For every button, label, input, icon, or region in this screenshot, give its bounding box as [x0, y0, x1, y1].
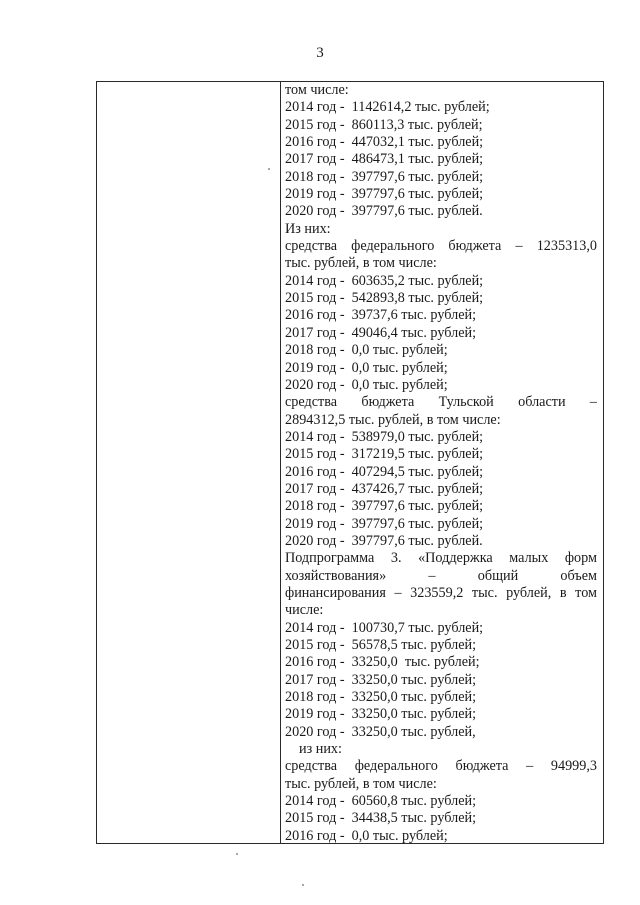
text-line: 2018 год - 33250,0 тыс. рублей; [285, 689, 477, 706]
text-line: 2019 год - 397797,6 тыс. рублей; [285, 186, 484, 203]
right-cell-text [285, 82, 597, 845]
text-line: 2015 год - 34438,5 тыс. рублей; [285, 810, 477, 827]
scan-speck [302, 884, 304, 886]
text-line: 2014 год - 60560,8 тыс. рублей; [285, 793, 477, 810]
text-line: 2015 год - 317219,5 тыс. рублей; [285, 446, 484, 463]
text-line: хозяйствования» – общий объем [285, 567, 597, 584]
page-number: 3 [316, 45, 324, 61]
text-line: средства бюджета Тульской области – [285, 394, 597, 411]
text-line: 2015 год - 56578,5 тыс. рублей; [285, 637, 477, 653]
text-line: 2016 год - 39737,6 тыс. рублей; [285, 307, 477, 324]
text-line: 2016 год - 33250,0 тыс. рублей; [285, 654, 480, 671]
text-line: том числе: [285, 82, 349, 98]
text-line: 2017 год - 33250,0 тыс. рублей; [285, 671, 477, 688]
text-line: 2020 год - 397797,6 тыс. рублей. [285, 203, 483, 220]
text-line: 2020 год - 0,0 тыс. рублей; [285, 376, 448, 393]
passport-table [96, 81, 604, 844]
text-line: 2017 год - 49046,4 тыс. рублей; [285, 324, 477, 341]
text-line: финансирования – 323559,2 тыс. рублей, в том [285, 584, 597, 601]
text-line: средства федерального бюджета – 94999,3 [285, 758, 597, 775]
text-line: 2015 год - 860113,3 тыс. рублей; [285, 116, 483, 133]
text-line: 2016 год - 407294,5 тыс. рублей; [285, 463, 484, 480]
text-line: 2894312,5 тыс. рублей, в том числе: [285, 411, 501, 428]
text-line: 2014 год - 100730,7 тыс. рублей; [285, 619, 484, 636]
text-line: 2019 год - 0,0 тыс. рублей; [285, 359, 448, 376]
scan-speck [236, 853, 238, 855]
text-line: 2014 год - 538979,0 тыс. рублей; [285, 428, 484, 445]
text-line: 2017 год - 486473,1 тыс. рублей; [285, 151, 484, 168]
text-line: 2018 год - 397797,6 тыс. рублей; [285, 498, 484, 515]
text-line: тыс. рублей, в том числе: [285, 255, 437, 272]
text-line: 2014 год - 603635,2 тыс. рублей; [285, 272, 484, 289]
text-line: Из них: [285, 220, 331, 237]
text-line: средства федерального бюджета – 1235313,0 [285, 238, 597, 255]
text-line: 2020 год - 397797,6 тыс. рублей. [285, 532, 483, 549]
text-line: 2018 год - 397797,6 тыс. рублей; [285, 168, 484, 185]
column-divider [280, 82, 281, 843]
text-line: 2014 год - 1142614,2 тыс. рублей; [285, 99, 490, 116]
text-line: 2016 год - 447032,1 тыс. рублей; [285, 134, 484, 151]
text-line: Подпрограмма 3. «Поддержка малых форм [285, 550, 597, 567]
text-line: 2019 год - 397797,6 тыс. рублей; [285, 515, 484, 532]
text-line: из них: [299, 741, 342, 758]
text-line: 2017 год - 437426,7 тыс. рублей; [285, 480, 484, 497]
text-line: 2015 год - 542893,8 тыс. рублей; [285, 290, 484, 307]
scan-speck [268, 168, 270, 170]
text-line: тыс. рублей, в том числе: [285, 775, 437, 792]
text-line: 2019 год - 33250,0 тыс. рублей; [285, 706, 477, 723]
text-line: числе: [285, 602, 324, 619]
text-line: 2020 год - 33250,0 тыс. рублей, [285, 723, 476, 740]
text-line: 2016 год - 0,0 тыс. рублей; [285, 827, 448, 844]
text-line: 2018 год - 0,0 тыс. рублей; [285, 342, 448, 359]
